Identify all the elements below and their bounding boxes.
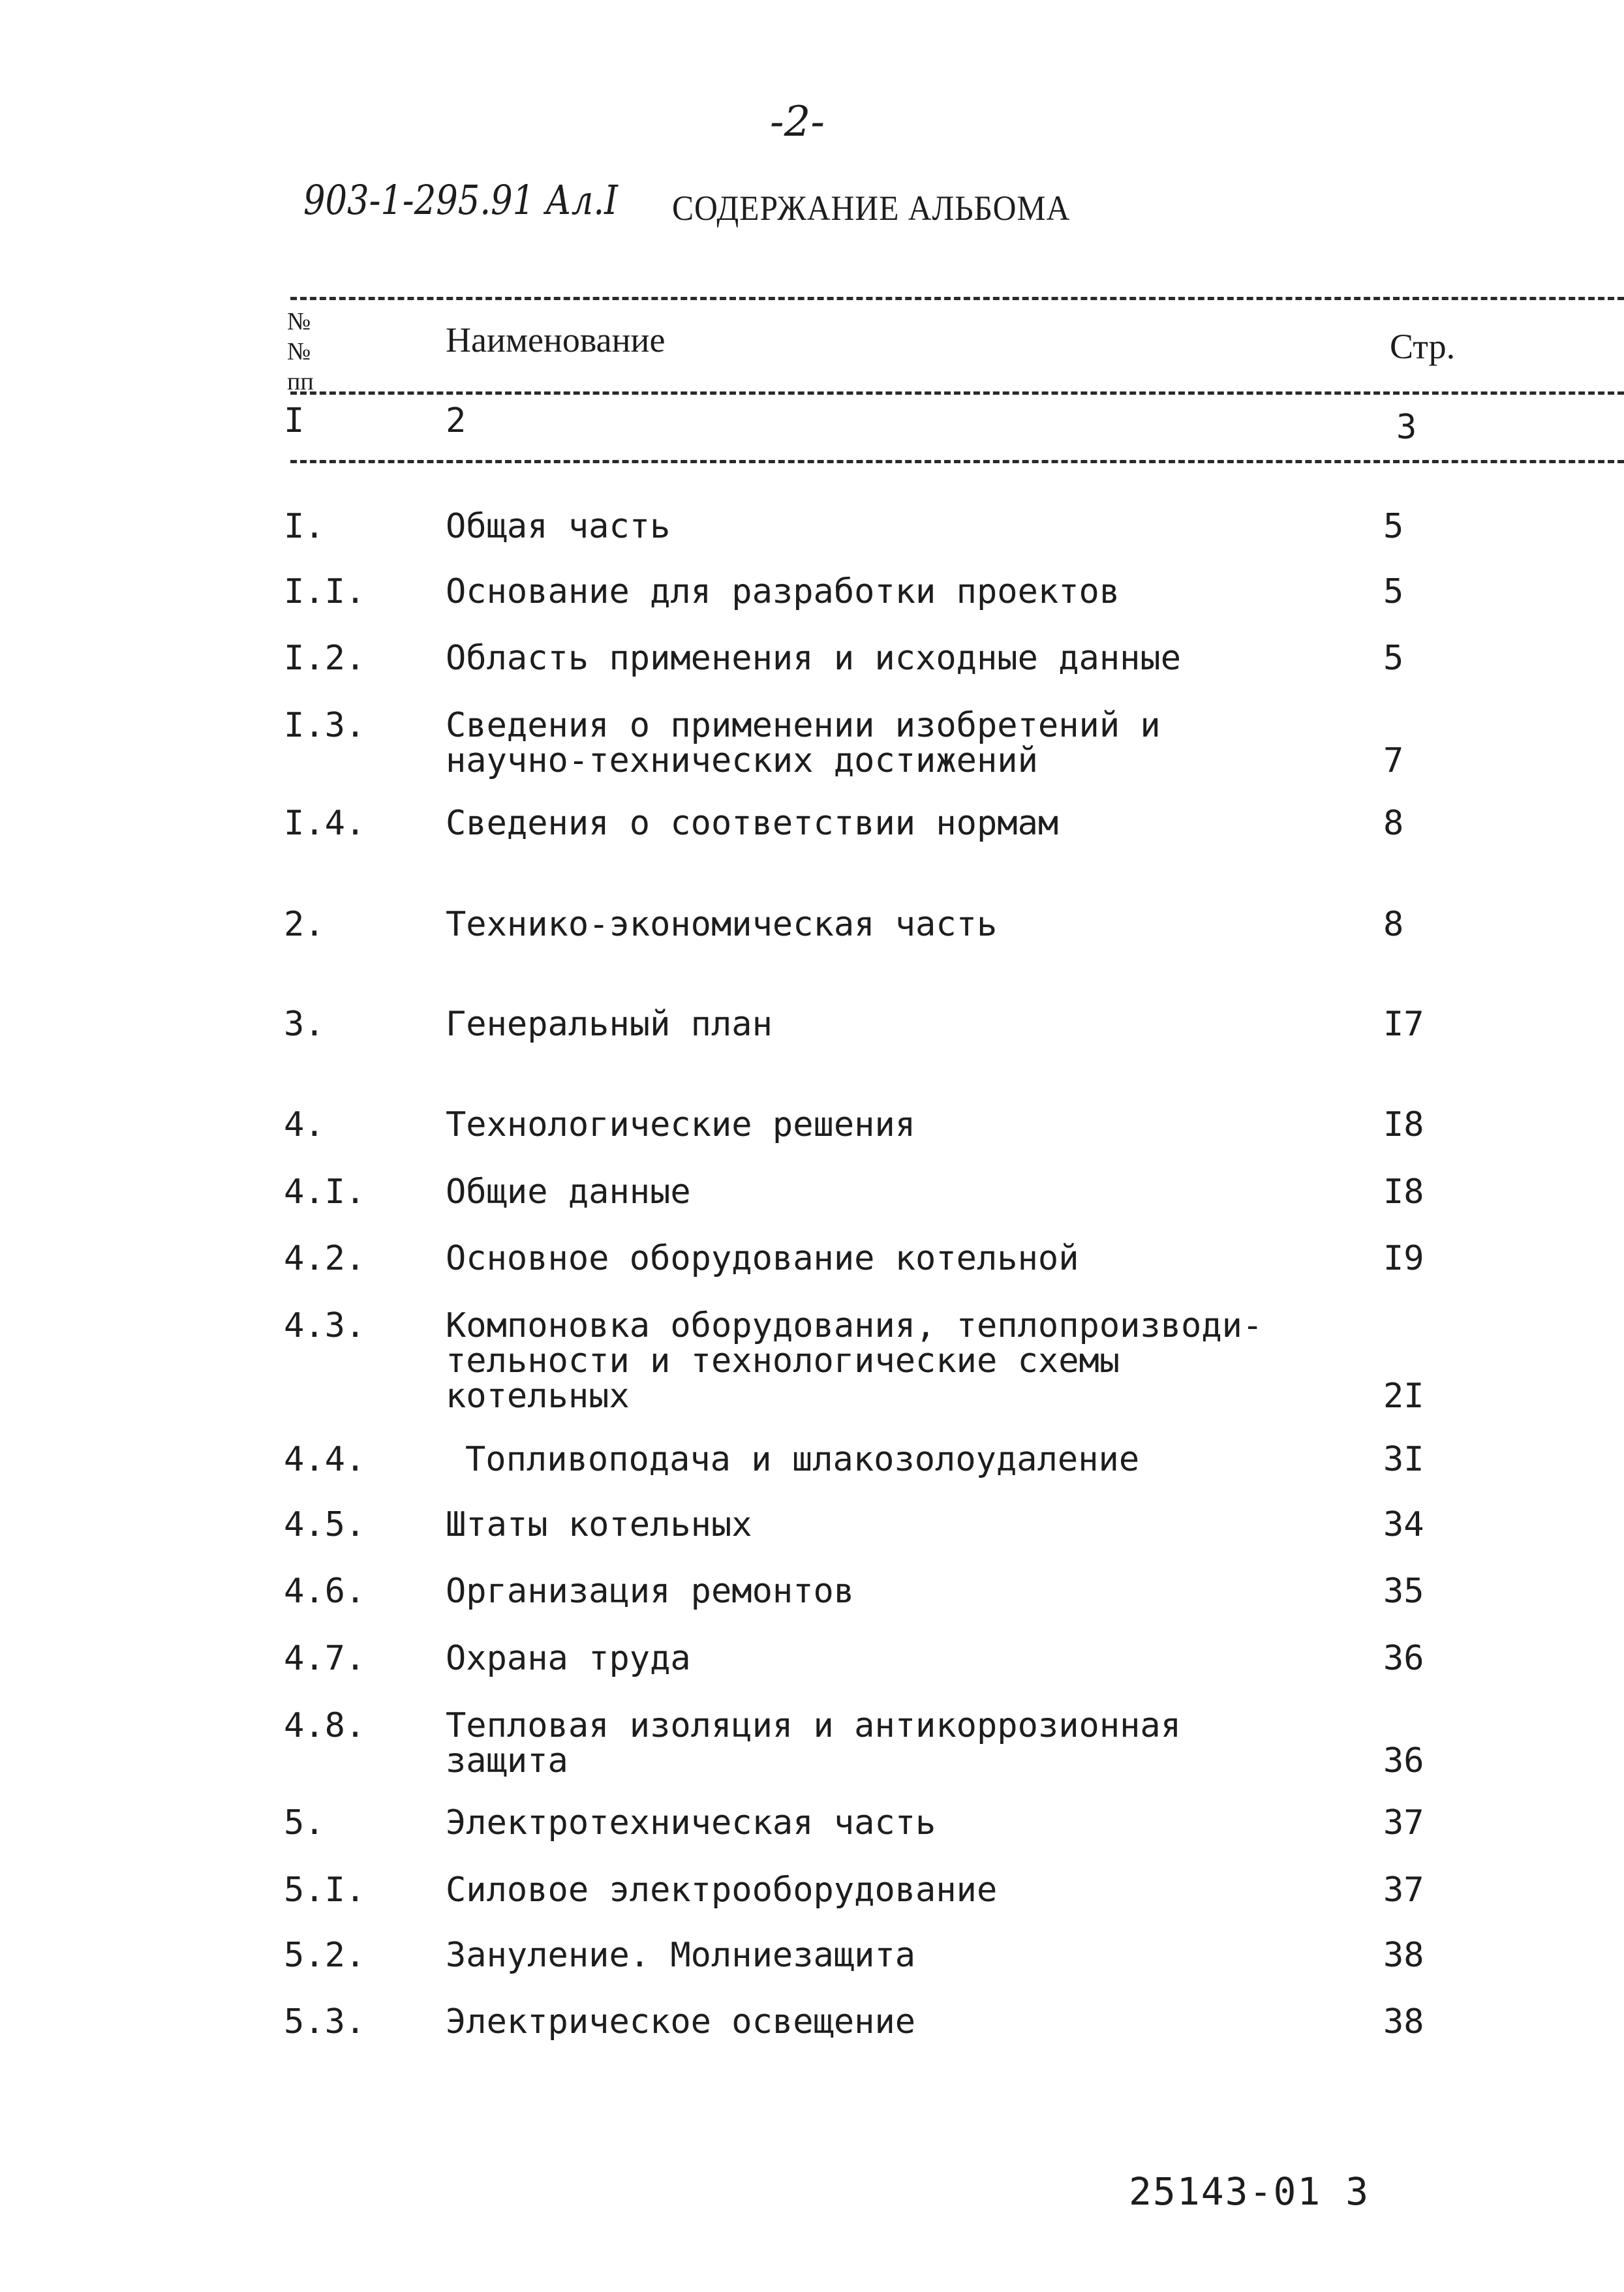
row-name: Электротехническая часть (446, 1803, 936, 1842)
row-number: 4.2. (284, 1239, 366, 1278)
index-cell-number: I (284, 401, 305, 440)
table-top-divider (290, 297, 1624, 300)
row-name: Область применения и исходные данные (446, 639, 1182, 678)
row-page: 38 (1383, 1936, 1424, 1975)
index-cell-name: 2 (446, 401, 467, 440)
row-name: Силовое электрооборудование (446, 1871, 998, 1910)
row-page: 5 (1383, 507, 1404, 546)
row-page: 8 (1383, 804, 1404, 843)
row-page: 38 (1383, 2002, 1424, 2041)
column-header-page: Стр. (1390, 327, 1456, 366)
row-number: 4.6. (284, 1572, 366, 1611)
row-name: Электрическое освещение (446, 2002, 916, 2041)
page-title: СОДЕРЖАНИЕ АЛЬБОМА (672, 189, 1071, 228)
column-header-name: Наименование (446, 320, 666, 359)
row-number: 4.5. (284, 1505, 366, 1544)
row-name: Общие данные (446, 1172, 691, 1212)
header-divider (290, 391, 1624, 395)
row-number: I.4. (284, 804, 366, 843)
row-number: I.3. (284, 706, 366, 745)
row-number: 4.4. (284, 1440, 366, 1479)
archive-stamp: 25143-01 3 (1129, 2169, 1370, 2214)
row-number: 4. (284, 1105, 325, 1144)
row-name: Охрана труда (446, 1639, 691, 1678)
row-number: 4.I. (284, 1172, 366, 1212)
row-page: 35 (1383, 1572, 1424, 1611)
row-number: 2. (284, 905, 325, 944)
row-page: 37 (1383, 1803, 1424, 1842)
row-number: 5.2. (284, 1936, 366, 1975)
row-page: 2I (1383, 1377, 1424, 1416)
row-name: Организация ремонтов (446, 1572, 855, 1611)
row-page: 5 (1383, 572, 1404, 611)
row-name: Зануление. Молниезащита (446, 1936, 916, 1975)
row-page: 37 (1383, 1871, 1424, 1910)
row-number: 4.7. (284, 1639, 366, 1678)
row-number: I. (284, 507, 325, 546)
row-number: I.I. (284, 572, 366, 611)
column-header-number: №№ пп (287, 308, 314, 395)
row-number: 5.I. (284, 1871, 366, 1910)
row-page: 7 (1383, 741, 1404, 780)
row-page: 36 (1383, 1639, 1424, 1678)
row-name: Сведения о соответствии нормам (446, 804, 1059, 843)
row-name: Технико-экономическая часть (446, 905, 998, 944)
row-name: Тепловая изоляция и антикоррозионная защита (446, 1706, 1182, 1780)
row-name: Компоновка оборудования, теплопроизводи- тельности и технологические схемы котельных (446, 1306, 1263, 1416)
page-number: -2- (770, 98, 825, 146)
row-number: 5. (284, 1803, 325, 1842)
index-cell-page: 3 (1396, 408, 1417, 447)
row-number: I.2. (284, 639, 366, 678)
row-name: Общая часть (446, 507, 671, 546)
row-page: 8 (1383, 905, 1404, 944)
row-name: Технологические решения (446, 1105, 916, 1144)
row-page: I7 (1383, 1005, 1424, 1044)
row-number: 5.3. (284, 2002, 366, 2041)
row-number: 4.3. (284, 1306, 366, 1345)
row-name: Сведения о применении изобретений и научно-технических достижений (446, 706, 1161, 780)
row-page: I8 (1383, 1172, 1424, 1212)
row-name: Основание для разработки проектов (446, 572, 1120, 611)
index-divider (290, 460, 1624, 463)
row-page: 36 (1383, 1741, 1424, 1780)
row-page: I8 (1383, 1105, 1424, 1144)
row-name: Штаты котельных (446, 1505, 752, 1544)
row-page: 5 (1383, 639, 1404, 678)
row-page: 34 (1383, 1505, 1424, 1544)
row-number: 3. (284, 1005, 325, 1044)
row-name: Основное оборудование котельной (446, 1239, 1079, 1278)
row-page: 3I (1383, 1440, 1424, 1479)
row-page: I9 (1383, 1239, 1424, 1278)
row-name: Топливоподача и шлакозолоудаление (465, 1440, 1140, 1479)
document-code: 903-1-295.91 Ал.I (303, 176, 618, 224)
row-number: 4.8. (284, 1706, 366, 1745)
row-name: Генеральный план (446, 1005, 773, 1044)
